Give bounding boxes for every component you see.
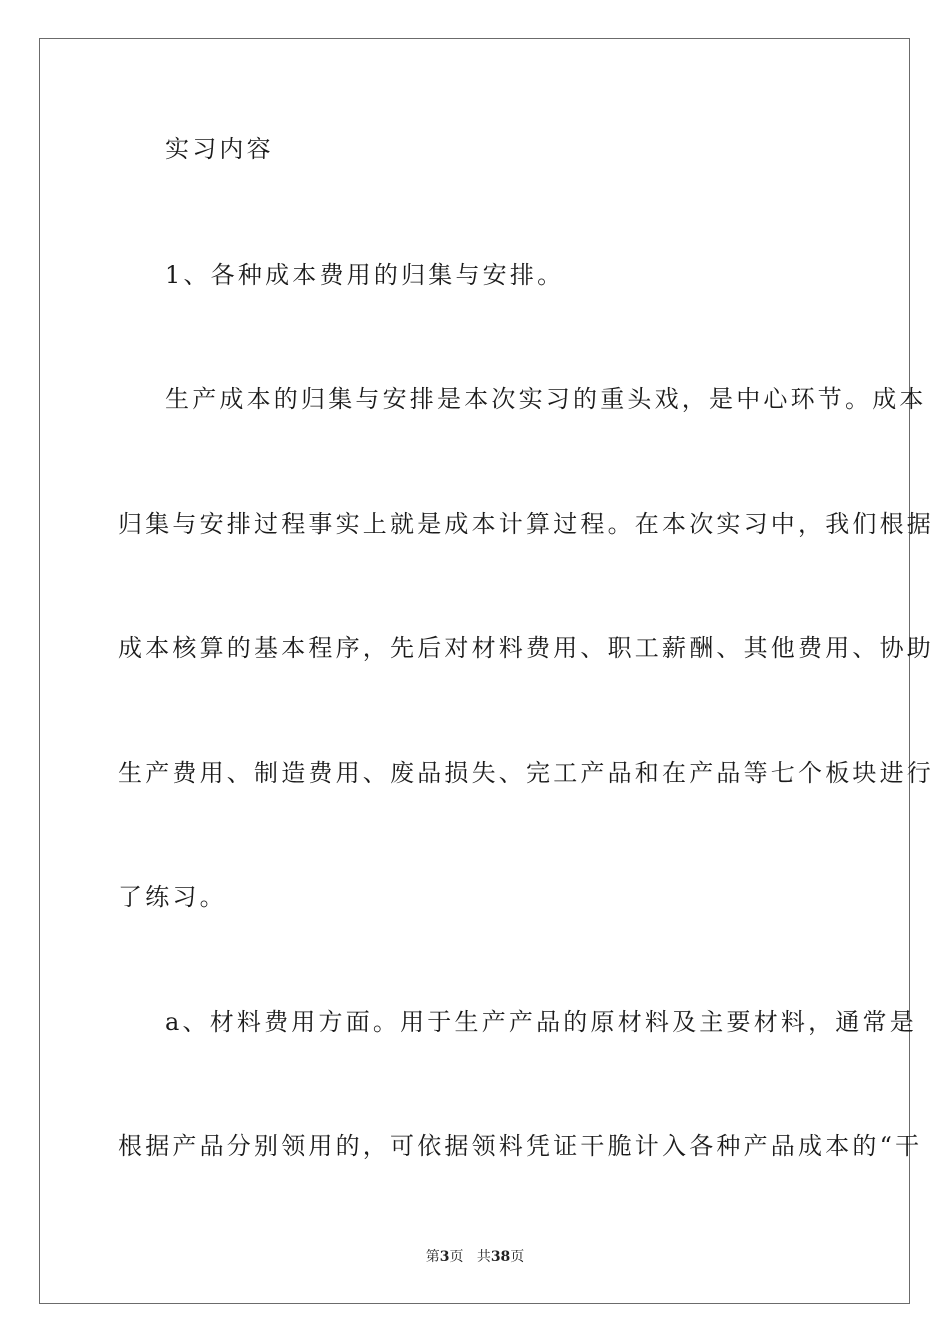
page-label-prefix: 第 [425, 1249, 440, 1265]
paragraph-line: 生产成本的归集与安排是本次实习的重头戏，是中心环节。成本 [165, 385, 927, 413]
total-page-number: 38 [490, 1249, 511, 1265]
page-footer [0, 1248, 950, 1266]
paragraph-line: 了练习。 [118, 883, 227, 911]
total-label-prefix: 共 [476, 1249, 491, 1265]
paragraph-line: 成本核算的基本程序，先后对材料费用、职工薪酬、其他费用、协助 [118, 634, 934, 662]
list-item-heading: 1、各种成本费用的归集与安排。 [165, 261, 565, 289]
paragraph-line: 归集与安排过程事实上就是成本计算过程。在本次实习中，我们根据 [118, 510, 934, 538]
page-frame [39, 38, 934, 1304]
paragraph-line: 根据产品分别领用的，可依据领料凭证干脆计入各种产品成本的“干 [118, 1132, 923, 1160]
section-heading: 实习内容 [165, 135, 274, 163]
page-label-suffix: 页 [449, 1249, 464, 1265]
current-page-number: 3 [439, 1249, 450, 1265]
total-label-suffix: 页 [510, 1249, 525, 1265]
paragraph-line: 生产费用、制造费用、废品损失、完工产品和在产品等七个板块进行 [118, 759, 934, 787]
paragraph-line: a、材料费用方面。用于生产产品的原材料及主要材料，通常是 [165, 1008, 917, 1036]
